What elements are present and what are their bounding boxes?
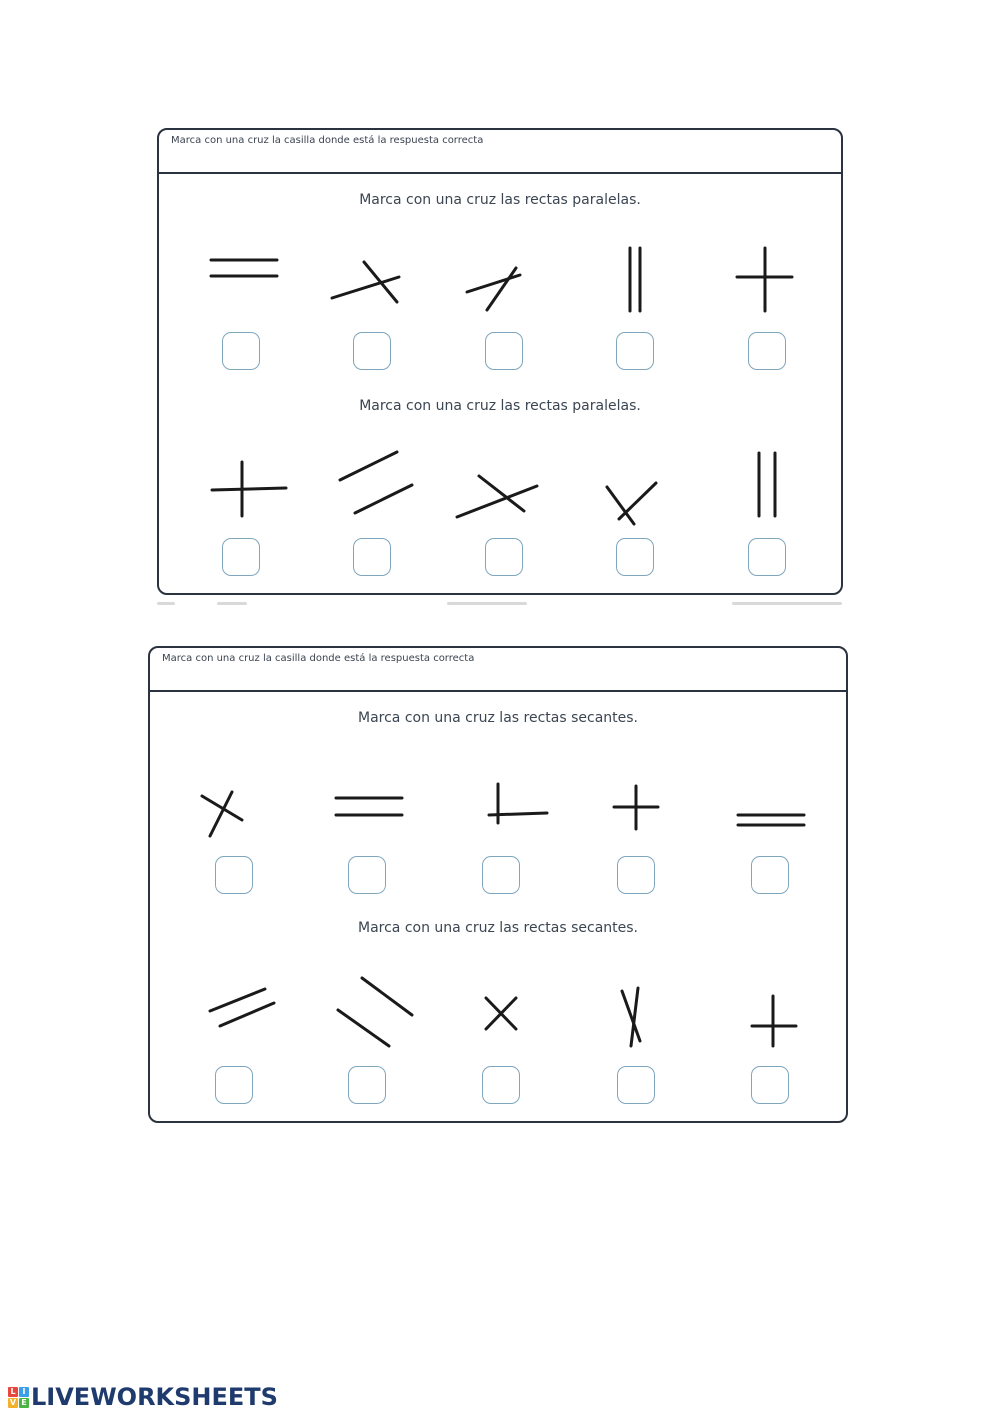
line-figures-row-2: [159, 130, 845, 597]
answer-checkbox[interactable]: [617, 1066, 655, 1104]
line-figure: [619, 483, 656, 519]
liveworksheets-logo[interactable]: [8, 1382, 278, 1412]
answer-checkbox[interactable]: [222, 538, 260, 576]
card-instruction: Marca con una cruz la casilla donde está la respuesta correcta: [171, 135, 484, 146]
line-figure: [338, 1010, 389, 1046]
section-title: Marca con una cruz las rectas paralelas.: [359, 398, 641, 414]
worksheet-card-1: [157, 128, 843, 595]
answer-checkbox[interactable]: [348, 1066, 386, 1104]
section-title: Marca con una cruz las rectas paralelas.: [359, 192, 641, 208]
card-instruction: Marca con una cruz la casilla donde está la respuesta correcta: [162, 653, 475, 664]
section-title: Marca con una cruz las rectas secantes.: [357, 710, 638, 726]
worksheet-card-2: [148, 646, 848, 1123]
logo-tile: L: [8, 1387, 18, 1397]
answer-checkbox[interactable]: [215, 1066, 253, 1104]
answer-checkbox[interactable]: [482, 1066, 520, 1104]
answer-checkbox[interactable]: [485, 538, 523, 576]
logo-text: LIVEWORKSHEETS: [31, 1383, 278, 1411]
logo-tile: E: [19, 1398, 29, 1408]
logo-tile: I: [19, 1387, 29, 1397]
scan-artifact: [157, 602, 843, 610]
line-figure: [340, 452, 397, 480]
line-figure: [362, 978, 412, 1015]
section-title: Marca con una cruz las rectas secantes.: [357, 920, 638, 936]
line-figures-row-4: [150, 648, 850, 1125]
line-figure: [220, 1003, 274, 1026]
line-figure: [212, 488, 286, 490]
line-figure: [355, 485, 412, 513]
answer-checkbox[interactable]: [748, 538, 786, 576]
answer-checkbox[interactable]: [353, 538, 391, 576]
answer-checkbox[interactable]: [616, 538, 654, 576]
answer-checkbox[interactable]: [751, 1066, 789, 1104]
logo-tile: V: [9, 1397, 17, 1407]
line-figure: [210, 989, 265, 1011]
logo-icon: [8, 1387, 29, 1408]
